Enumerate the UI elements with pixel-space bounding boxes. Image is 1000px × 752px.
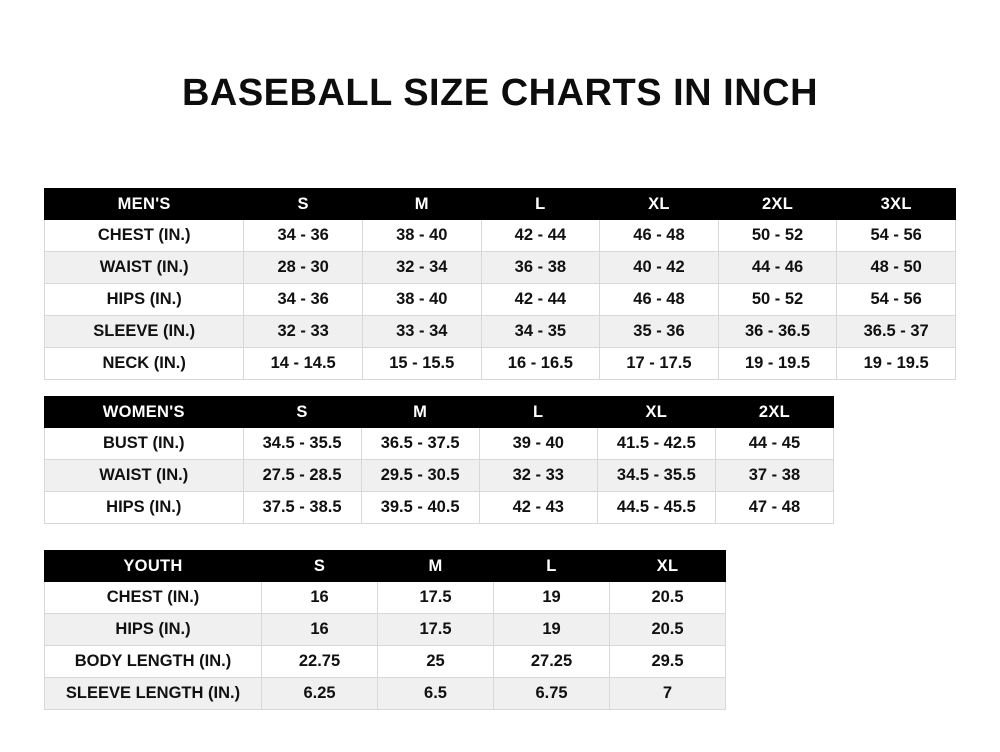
- table-cell: 7: [610, 678, 726, 710]
- table-cell: 19: [494, 614, 610, 646]
- column-header-category: WOMEN'S: [45, 397, 244, 428]
- table-cell: 6.25: [262, 678, 378, 710]
- column-header-xl: XL: [610, 551, 726, 582]
- table-cell: 44.5 - 45.5: [597, 492, 715, 524]
- table-cell: 38 - 40: [362, 220, 481, 252]
- column-header-l: L: [494, 551, 610, 582]
- table-row: [45, 316, 956, 348]
- table-cell: 6.75: [494, 678, 610, 710]
- table-cell: 25: [378, 646, 494, 678]
- table-cell: 46 - 48: [600, 220, 719, 252]
- womens-size-table: [44, 396, 834, 524]
- table-cell: 37.5 - 38.5: [243, 492, 361, 524]
- table-cell: 36.5 - 37: [837, 316, 956, 348]
- table-row: [45, 220, 956, 252]
- table-cell: 20.5: [610, 582, 726, 614]
- table-header-row: [45, 397, 834, 428]
- table-cell: 39 - 40: [479, 428, 597, 460]
- youth-size-table: [44, 550, 726, 710]
- column-header-s: S: [243, 397, 361, 428]
- table-cell: 34.5 - 35.5: [243, 428, 361, 460]
- table-cell: 27.25: [494, 646, 610, 678]
- table-cell: 36.5 - 37.5: [361, 428, 479, 460]
- row-label: CHEST (IN.): [45, 220, 244, 252]
- column-header-s: S: [244, 189, 363, 220]
- table-cell: 20.5: [610, 614, 726, 646]
- row-label: HIPS (IN.): [45, 492, 244, 524]
- table-cell: 35 - 36: [600, 316, 719, 348]
- table-cell: 42 - 44: [481, 220, 600, 252]
- table-cell: 34 - 35: [481, 316, 600, 348]
- page-title: BASEBALL SIZE CHARTS IN INCH: [181, 72, 819, 114]
- table-cell: 28 - 30: [244, 252, 363, 284]
- table-cell: 6.5: [378, 678, 494, 710]
- row-label: BODY LENGTH (IN.): [45, 646, 262, 678]
- row-label: SLEEVE LENGTH (IN.): [45, 678, 262, 710]
- table-header-row: [45, 189, 956, 220]
- table-cell: 19 - 19.5: [718, 348, 837, 380]
- table-cell: 17 - 17.5: [600, 348, 719, 380]
- table-cell: 29.5: [610, 646, 726, 678]
- table-cell: 54 - 56: [837, 284, 956, 316]
- column-header-category: YOUTH: [45, 551, 262, 582]
- table-row: [45, 614, 726, 646]
- table-cell: 33 - 34: [362, 316, 481, 348]
- table-cell: 41.5 - 42.5: [597, 428, 715, 460]
- column-header-xl: XL: [597, 397, 715, 428]
- table-header-row: [45, 551, 726, 582]
- row-label: HIPS (IN.): [45, 614, 262, 646]
- table-row: [45, 678, 726, 710]
- column-header-category: MEN'S: [45, 189, 244, 220]
- table-cell: 17.5: [378, 582, 494, 614]
- table-row: [45, 428, 834, 460]
- table-cell: 42 - 43: [479, 492, 597, 524]
- column-header-s: S: [262, 551, 378, 582]
- table-cell: 54 - 56: [837, 220, 956, 252]
- column-header-2xl: 2XL: [718, 189, 837, 220]
- row-label: WAIST (IN.): [45, 252, 244, 284]
- table-cell: 16 - 16.5: [481, 348, 600, 380]
- table-cell: 37 - 38: [715, 460, 833, 492]
- table-row: [45, 582, 726, 614]
- table-cell: 29.5 - 30.5: [361, 460, 479, 492]
- table-row: [45, 348, 956, 380]
- row-label: BUST (IN.): [45, 428, 244, 460]
- table-cell: 27.5 - 28.5: [243, 460, 361, 492]
- column-header-m: M: [361, 397, 479, 428]
- table-cell: 19 - 19.5: [837, 348, 956, 380]
- table-cell: 32 - 34: [362, 252, 481, 284]
- table-cell: 14 - 14.5: [244, 348, 363, 380]
- row-label: SLEEVE (IN.): [45, 316, 244, 348]
- table-cell: 36 - 38: [481, 252, 600, 284]
- table-row: [45, 252, 956, 284]
- column-header-2xl: 2XL: [715, 397, 833, 428]
- table-row: [45, 646, 726, 678]
- table-cell: 42 - 44: [481, 284, 600, 316]
- table-cell: 47 - 48: [715, 492, 833, 524]
- table-cell: 32 - 33: [479, 460, 597, 492]
- table-cell: 16: [262, 614, 378, 646]
- table-cell: 38 - 40: [362, 284, 481, 316]
- column-header-xl: XL: [600, 189, 719, 220]
- table-cell: 19: [494, 582, 610, 614]
- table-cell: 17.5: [378, 614, 494, 646]
- table-cell: 44 - 45: [715, 428, 833, 460]
- table-cell: 48 - 50: [837, 252, 956, 284]
- row-label: WAIST (IN.): [45, 460, 244, 492]
- table-cell: 44 - 46: [718, 252, 837, 284]
- table-cell: 46 - 48: [600, 284, 719, 316]
- row-label: HIPS (IN.): [45, 284, 244, 316]
- mens-size-table: [44, 188, 956, 380]
- column-header-3xl: 3XL: [837, 189, 956, 220]
- table-cell: 22.75: [262, 646, 378, 678]
- table-cell: 34.5 - 35.5: [597, 460, 715, 492]
- table-cell: 40 - 42: [600, 252, 719, 284]
- table-cell: 36 - 36.5: [718, 316, 837, 348]
- table-cell: 34 - 36: [244, 220, 363, 252]
- row-label: NECK (IN.): [45, 348, 244, 380]
- table-row: [45, 460, 834, 492]
- row-label: CHEST (IN.): [45, 582, 262, 614]
- column-header-l: L: [481, 189, 600, 220]
- table-row: [45, 284, 956, 316]
- table-cell: 16: [262, 582, 378, 614]
- table-cell: 32 - 33: [244, 316, 363, 348]
- table-cell: 50 - 52: [718, 220, 837, 252]
- column-header-m: M: [378, 551, 494, 582]
- table-row: [45, 492, 834, 524]
- table-cell: 39.5 - 40.5: [361, 492, 479, 524]
- table-cell: 50 - 52: [718, 284, 837, 316]
- table-cell: 34 - 36: [244, 284, 363, 316]
- table-cell: 15 - 15.5: [362, 348, 481, 380]
- column-header-m: M: [362, 189, 481, 220]
- column-header-l: L: [479, 397, 597, 428]
